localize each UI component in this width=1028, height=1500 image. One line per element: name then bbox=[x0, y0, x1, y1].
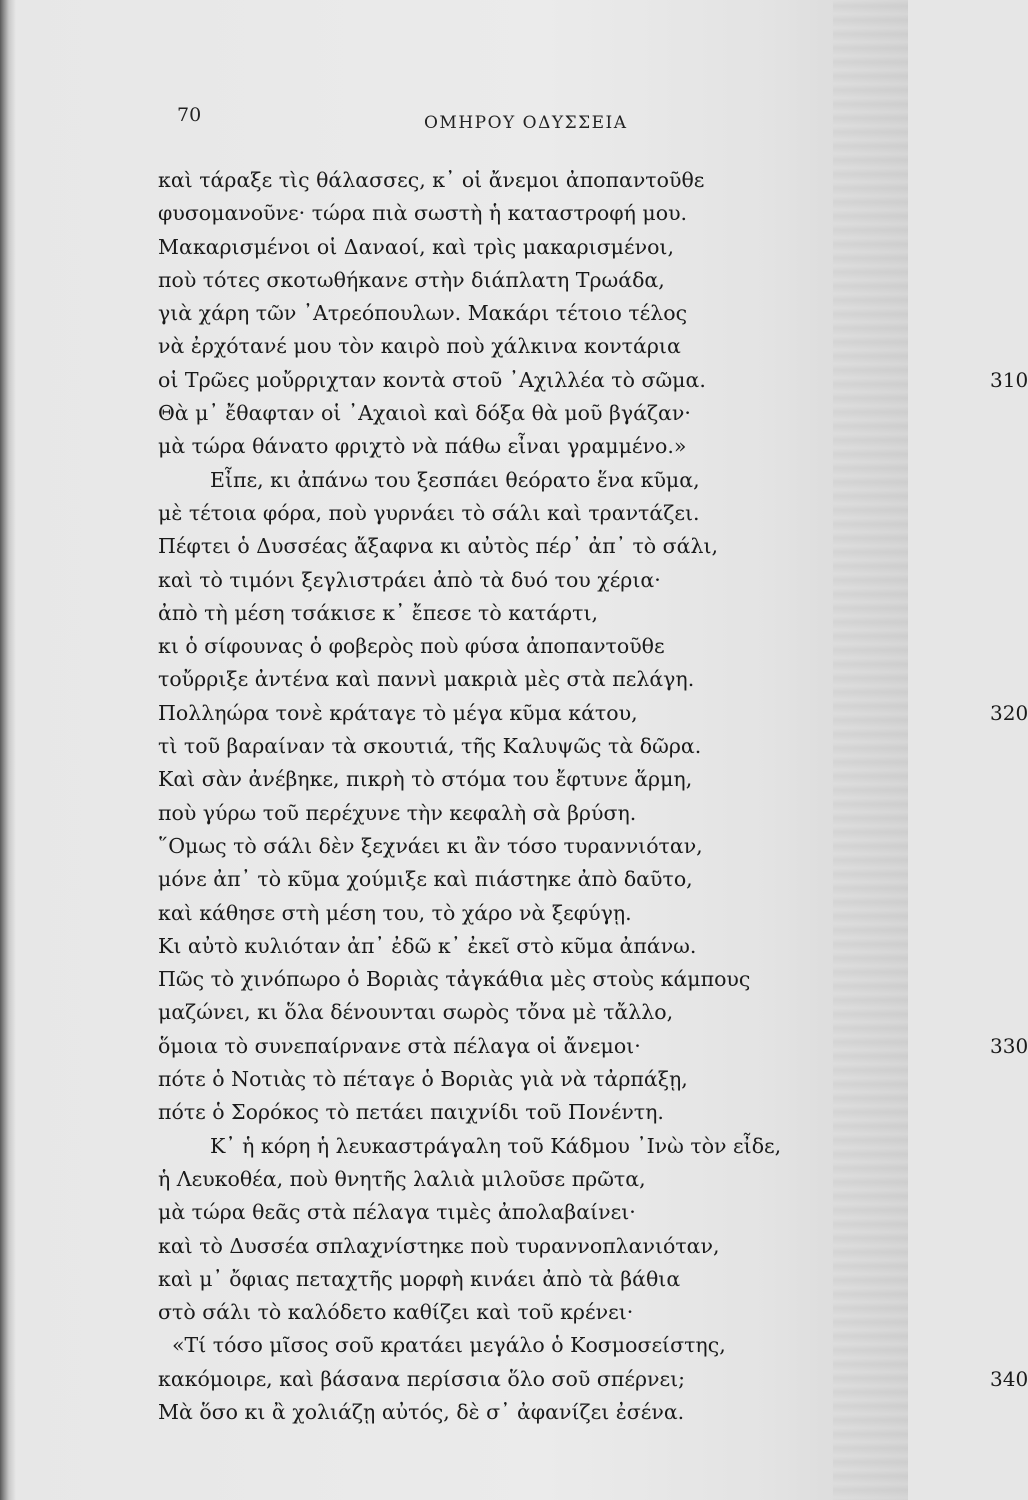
verse-line: καὶ τάραξε τὶς θάλασσες, κ᾽ οἱ ἄνεμοι ἀποπαντοῦθε bbox=[158, 168, 705, 192]
verse-text: οἱ Τρῶες μοὔρριχταν κοντὰ στοῦ ᾽Αχιλλέα τὸ σῶμα. bbox=[158, 367, 706, 392]
poem-text-block bbox=[158, 164, 1028, 1429]
verse-line: καὶ τὸ τιμόνι ξεγλιστράει ἀπὸ τὰ δυό του χέρια· bbox=[158, 567, 661, 592]
verse-line: τοὔρριξε ἀντένα καὶ παννὶ μακριὰ μὲς στὰ πελάγη. bbox=[158, 667, 695, 692]
page-number: 70 bbox=[177, 104, 202, 126]
verse-line bbox=[158, 1363, 1028, 1396]
verse-line: ἡ Λευκοθέα, ποὺ θνητῆς λαλιὰ μιλοῦσε πρῶτα, bbox=[158, 1166, 646, 1191]
verse-line: Κι αὐτὸ κυλιόταν ἀπ᾽ ἐδῶ κ᾽ ἐκεῖ στὸ κῦμα ἀπάνω. bbox=[158, 933, 697, 958]
verse-line: Πῶς τὸ χινόπωρο ὁ Βοριὰς τἀγκάθια μὲς στοὺς κάμπους bbox=[158, 967, 751, 992]
verse-text: Πολληώρα τονὲ κράταγε τὸ μέγα κῦμα κάτου, bbox=[158, 700, 638, 725]
verse-line: Πέφτει ὁ Δυσσέας ἄξαφνα κι αὐτὸς πέρ᾽ ἀπ᾽ τὸ σάλι, bbox=[158, 534, 719, 559]
line-number-320: 320 bbox=[990, 700, 1028, 725]
verse-line: μαζώνει, κι ὅλα δένουνται σωρὸς τὄνα μὲ τἄλλο, bbox=[158, 1000, 674, 1025]
verse-line: πότε ὁ Νοτιὰς τὸ πέταγε ὁ Βοριὰς γιὰ νὰ τἀρπάξῃ, bbox=[158, 1067, 688, 1092]
line-number-340: 340 bbox=[990, 1366, 1028, 1391]
verse-line: Μακαρισμένοι οἱ Δαναοί, καὶ τρὶς μακαρισμένοι, bbox=[158, 234, 674, 259]
verse-line: μὲ τέτοια φόρα, ποὺ γυρνάει τὸ σάλι καὶ τραντάζει. bbox=[158, 500, 700, 525]
verse-line: μὰ τώρα θεᾶς στὰ πέλαγα τιμὲς ἀπολαβαίνει· bbox=[158, 1200, 636, 1225]
verse-line bbox=[158, 364, 1028, 397]
verse-line: ποὺ τότες σκοτωθήκανε στὴν διάπλατη Τρωάδα, bbox=[158, 267, 665, 292]
verse-line: Μὰ ὅσο κι ἂ χολιάζῃ αὐτός, δὲ σ᾽ ἀφανίζει ἐσένα. bbox=[158, 1399, 685, 1424]
verse-text: ὅμοια τὸ συνεπαίρνανε στὰ πέλαγα οἱ ἄνεμοι· bbox=[158, 1033, 641, 1058]
verse-line: καὶ κάθησε στὴ μέση του, τὸ χάρο νὰ ξεφύγῃ. bbox=[158, 900, 632, 925]
verse-line-quote-start: «Τί τόσο μῖσος σοῦ κρατάει μεγάλο ὁ Κοσμοσείστης, bbox=[172, 1333, 726, 1358]
line-number-310: 310 bbox=[990, 367, 1028, 392]
verse-line: γιὰ χάρη τῶν ᾽Ατρεόπουλων. Μακάρι τέτοιο τέλος bbox=[158, 301, 688, 326]
verse-line: Θὰ μ᾽ ἔθαφταν οἱ ᾽Αχαιοὶ καὶ δόξα θὰ μοῦ βγάζαν· bbox=[158, 401, 691, 426]
verse-line: φυσομανοῦνε· τώρα πιὰ σωστὴ ἡ καταστροφή μου. bbox=[158, 201, 688, 226]
verse-line: καὶ μ᾽ ὄφιας πεταχτῆς μορφὴ κινάει ἀπὸ τὰ βάθια bbox=[158, 1266, 681, 1291]
verse-text: κακόμοιρε, καὶ βάσανα περίσσια ὅλο σοῦ σπέρνει; bbox=[158, 1366, 686, 1391]
verse-line-paragraph-start: Εἶπε, κι ἀπάνω του ξεσπάει θεόρατο ἕνα κῦμα, bbox=[210, 467, 700, 492]
verse-line-paragraph-start: Κ᾽ ἡ κόρη ἡ λευκαστράγαλη τοῦ Κάδμου ᾽Ινὼ τὸν εἶδε, bbox=[210, 1133, 782, 1158]
verse-line: στὸ σάλι τὸ καλόδετο καθίζει καὶ τοῦ κρένει· bbox=[158, 1300, 634, 1325]
verse-line: πότε ὁ Σορόκος τὸ πετάει παιχνίδι τοῦ Πονέντη. bbox=[158, 1100, 664, 1125]
verse-line: καὶ τὸ Δυσσέα σπλαχνίστηκε ποὺ τυραννοπλανιόταν, bbox=[158, 1233, 720, 1258]
line-number-330: 330 bbox=[990, 1033, 1028, 1058]
verse-line: μόνε ἀπ᾽ τὸ κῦμα χούμιξε καὶ πιάστηκε ἀπὸ δαῦτο, bbox=[158, 867, 693, 892]
verse-line: ῞Ομως τὸ σάλι δὲν ξεχνάει κι ἂν τόσο τυραννιόταν, bbox=[158, 833, 703, 858]
verse-line: κι ὁ σίφουνας ὁ φοβερὸς ποὺ φύσα ἀποπαντοῦθε bbox=[158, 634, 665, 659]
verse-line: μὰ τώρα θάνατο φριχτὸ νὰ πάθω εἶναι γραμμένο.» bbox=[158, 434, 687, 459]
verse-line: τὶ τοῦ βαραίναν τὰ σκουτιά, τῆς Καλυψῶς τὰ δῶρα. bbox=[158, 734, 702, 759]
running-title: ΟΜΗΡΟΥ ΟΔΥΣΣΕΙΑ bbox=[424, 113, 628, 133]
verse-line: Καὶ σὰν ἀνέβηκε, πικρὴ τὸ στόμα του ἔφτυνε ἅρμη, bbox=[158, 767, 693, 792]
verse-line bbox=[158, 697, 1028, 730]
verse-line: νὰ ἐρχότανέ μου τὸν καιρὸ ποὺ χάλκινα κοντάρια bbox=[158, 334, 681, 359]
verse-line bbox=[158, 1030, 1028, 1063]
verse-line: ἀπὸ τὴ μέση τσάκισε κ᾽ ἔπεσε τὸ κατάρτι, bbox=[158, 600, 598, 625]
verse-line: ποὺ γύρω τοῦ περέχυνε τὴν κεφαλὴ σὰ βρύση. bbox=[158, 800, 637, 825]
